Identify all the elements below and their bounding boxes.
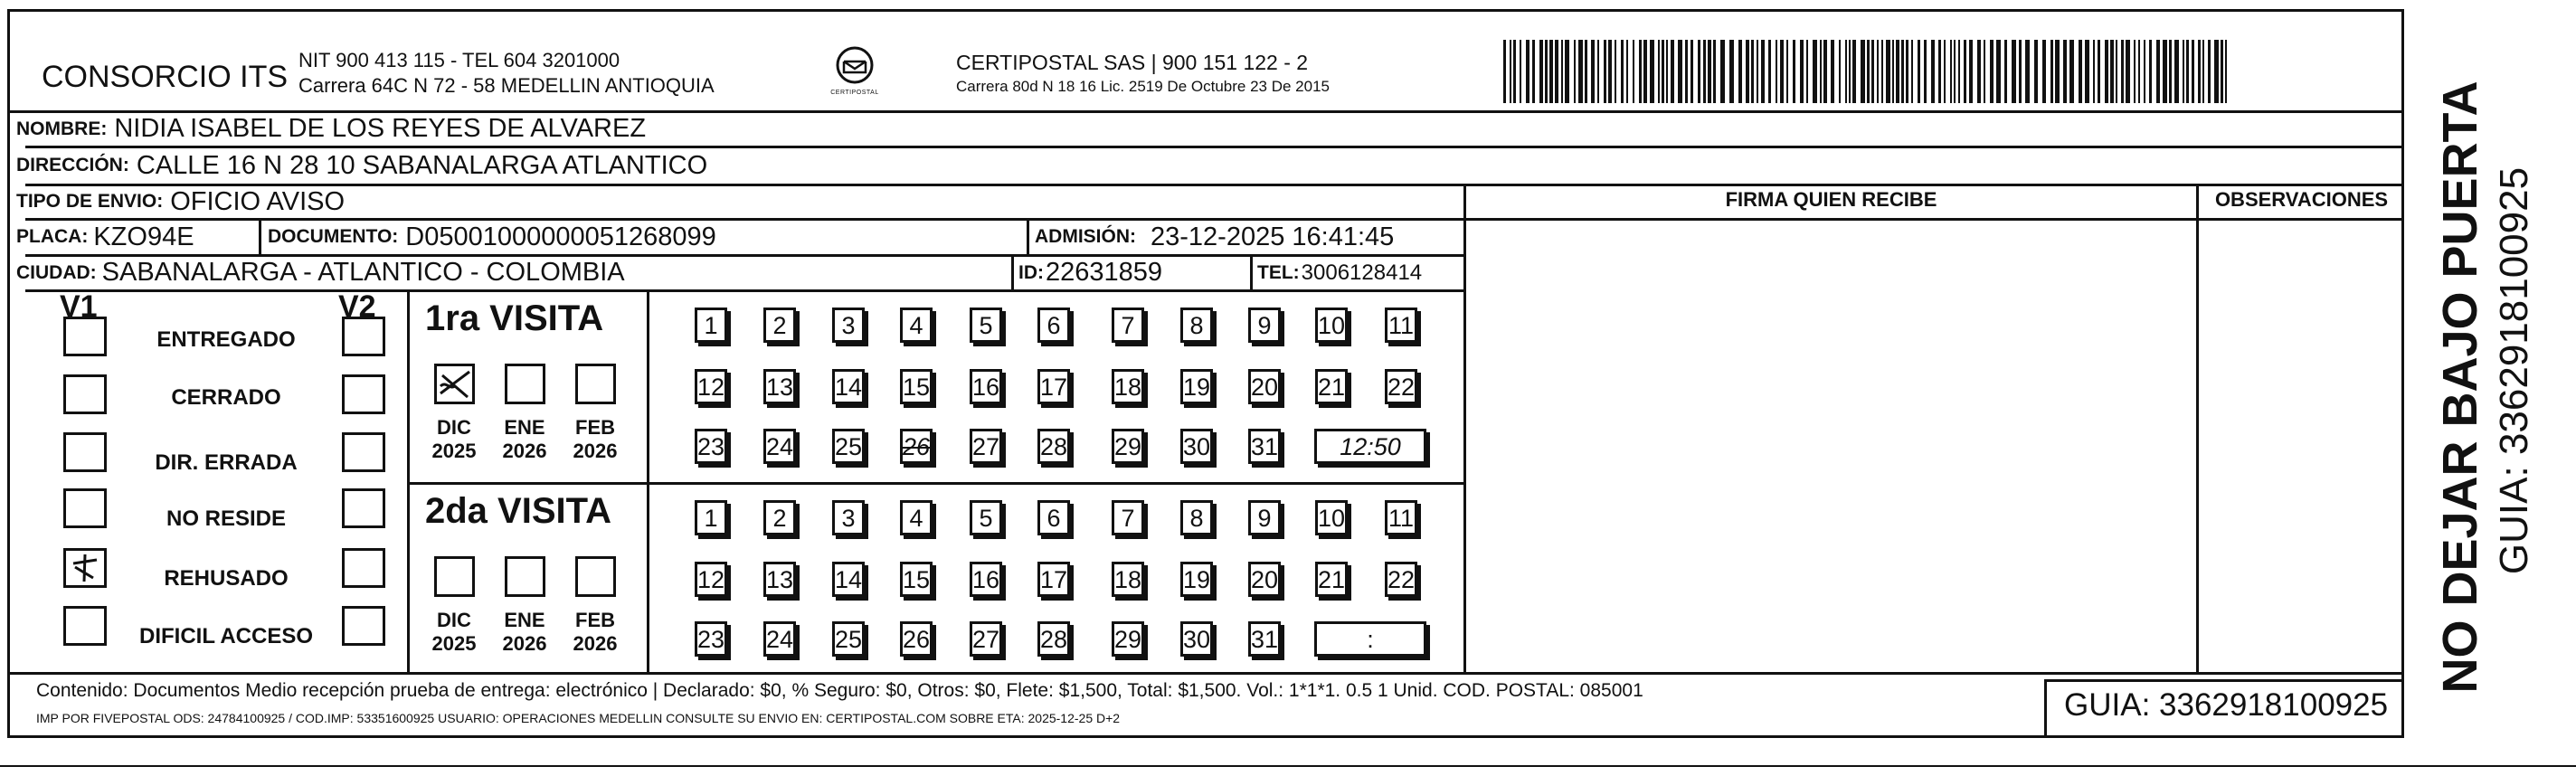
barcode-bar bbox=[2169, 40, 2172, 103]
barcode-bar bbox=[1713, 40, 1716, 103]
v1-checkbox[interactable] bbox=[63, 374, 107, 414]
barcode-bar bbox=[1806, 40, 1808, 103]
admision-value: 23-12-2025 16:41:45 bbox=[1151, 222, 1395, 251]
id-cell bbox=[1018, 256, 1162, 289]
company-address: Carrera 64C N 72 - 58 MEDELLIN ANTIOQUIA bbox=[298, 74, 715, 97]
month-year: 2026 bbox=[502, 632, 547, 655]
barcode-bar bbox=[2098, 40, 2100, 103]
placa-row bbox=[16, 220, 194, 254]
day-box[interactable]: 1 bbox=[695, 500, 727, 535]
day-box[interactable]: 12 bbox=[695, 369, 727, 404]
day-box[interactable]: 13 bbox=[763, 369, 796, 404]
barcode-bar bbox=[2221, 40, 2223, 103]
month-name: FEB bbox=[575, 416, 615, 439]
barcode-bar bbox=[1977, 40, 1981, 103]
barcode-bar bbox=[1604, 40, 1606, 103]
barcode-bar bbox=[2034, 40, 2038, 103]
barcode-bar bbox=[2004, 40, 2007, 103]
barcode-bar bbox=[1881, 40, 1883, 103]
ciudad-label: CIUDAD: bbox=[16, 261, 97, 283]
tel-label: TEL: bbox=[1257, 261, 1300, 283]
barcode-bar bbox=[1823, 40, 1827, 103]
status-label: ENTREGADO bbox=[156, 327, 296, 352]
firma-header: FIRMA QUIEN RECIBE bbox=[1725, 188, 1937, 211]
v1-label: V1 bbox=[60, 289, 98, 324]
day-box[interactable]: 3 bbox=[832, 308, 865, 343]
barcode-bar bbox=[1703, 40, 1706, 103]
cell-divider bbox=[259, 220, 261, 254]
courier-license: Carrera 80d N 18 16 Lic. 2519 De Octubre 23 De 2015 bbox=[956, 78, 1330, 95]
day-box[interactable]: 17 bbox=[1037, 562, 1070, 597]
month-name: FEB bbox=[575, 609, 615, 631]
day-box[interactable]: 15 bbox=[900, 369, 933, 404]
v1-checkbox[interactable] bbox=[63, 606, 107, 646]
barcode-bar bbox=[1886, 40, 1890, 103]
day-box[interactable]: 29 bbox=[1112, 621, 1144, 657]
barcode-bar bbox=[1780, 40, 1784, 103]
barcode-bar bbox=[2198, 40, 2201, 103]
courier-name: CERTIPOSTAL SAS | 900 151 122 - 2 bbox=[956, 51, 1309, 74]
barcode-bar bbox=[1751, 40, 1754, 103]
day-box[interactable]: 17 bbox=[1037, 369, 1070, 404]
day-box[interactable]: 4 bbox=[900, 500, 933, 535]
month-label bbox=[568, 416, 622, 463]
barcode-bar bbox=[1520, 40, 1521, 103]
placa-value: KZO94E bbox=[93, 222, 194, 251]
day-box[interactable]: 27 bbox=[970, 621, 1002, 657]
nombre-value: NIDIA ISABEL DE LOS REYES DE ALVAREZ bbox=[114, 114, 647, 143]
day-box[interactable]: 5 bbox=[970, 308, 1002, 343]
firma-signature-area[interactable] bbox=[1466, 221, 2196, 672]
day-box[interactable]: 13 bbox=[763, 562, 796, 597]
guia-box-value: GUIA: 3362918100925 bbox=[2064, 687, 2389, 723]
v2-checkbox[interactable] bbox=[342, 317, 385, 356]
day-box[interactable]: 31 bbox=[1248, 429, 1281, 464]
barcode-bar bbox=[1768, 40, 1771, 103]
ciudad-row bbox=[16, 256, 625, 289]
barcode-bar bbox=[1526, 40, 1530, 103]
barcode-bar bbox=[1746, 40, 1749, 103]
barcode-bar bbox=[1813, 40, 1817, 103]
barcode-bar bbox=[1555, 40, 1558, 103]
month-name: DIC bbox=[437, 416, 471, 439]
month-label bbox=[497, 609, 552, 656]
day-box[interactable]: 28 bbox=[1037, 621, 1070, 657]
day-box[interactable]: 21 bbox=[1315, 562, 1348, 597]
barcode-bar bbox=[1597, 40, 1599, 103]
tel-value: 3006128414 bbox=[1301, 260, 1423, 285]
day-box[interactable]: 14 bbox=[832, 562, 865, 597]
barcode-bar bbox=[2214, 40, 2219, 103]
barcode-bar bbox=[2079, 40, 2082, 103]
barcode-bar bbox=[1574, 40, 1576, 103]
v1-checkbox[interactable] bbox=[63, 488, 107, 528]
status-label: REHUSADO bbox=[164, 566, 289, 591]
barcode-bar bbox=[1901, 40, 1904, 103]
direccion-row bbox=[16, 147, 707, 184]
barcode-bar bbox=[1954, 40, 1956, 103]
barcode-bar bbox=[2116, 40, 2117, 103]
day-box[interactable]: 30 bbox=[1180, 621, 1213, 657]
id-value: 22631859 bbox=[1046, 258, 1163, 287]
day-box[interactable]: 22 bbox=[1385, 562, 1417, 597]
barcode-bar bbox=[1924, 40, 1927, 103]
barcode-bar bbox=[1757, 40, 1758, 103]
day-box[interactable]: 29 bbox=[1112, 429, 1144, 464]
barcode-bar bbox=[2183, 40, 2184, 103]
barcode-bar bbox=[1621, 40, 1624, 103]
day-box[interactable]: 23 bbox=[695, 429, 727, 464]
barcode-bar bbox=[1938, 40, 1941, 103]
cell-divider bbox=[1250, 256, 1253, 289]
barcode-bar bbox=[2012, 40, 2016, 103]
v2-label: V2 bbox=[338, 289, 376, 324]
month-year: 2025 bbox=[431, 632, 477, 655]
barcode-bar bbox=[2063, 40, 2067, 103]
barcode-bar bbox=[1969, 40, 1973, 103]
day-box[interactable]: 20 bbox=[1248, 369, 1281, 404]
month-checkbox[interactable] bbox=[434, 556, 475, 597]
section-divider bbox=[647, 289, 649, 672]
month-checkbox[interactable] bbox=[505, 556, 545, 597]
day-box[interactable]: 4 bbox=[900, 308, 933, 343]
observaciones-header: OBSERVACIONES bbox=[2214, 188, 2389, 211]
visit-title: 1ra VISITA bbox=[425, 298, 604, 338]
barcode-bar bbox=[1849, 40, 1851, 103]
v1-checkbox[interactable] bbox=[63, 548, 107, 588]
cell-divider bbox=[1027, 220, 1029, 254]
barcode-bar bbox=[1565, 40, 1569, 103]
barcode-bar bbox=[1585, 40, 1587, 103]
bottom-cut-line bbox=[0, 765, 2576, 767]
id-label: ID: bbox=[1018, 261, 1044, 283]
barcode-bar bbox=[2163, 40, 2167, 103]
status-label: CERRADO bbox=[171, 385, 281, 410]
footer-line bbox=[7, 672, 2404, 675]
day-box[interactable]: 6 bbox=[1037, 500, 1070, 535]
barcode-bar bbox=[1964, 40, 1966, 103]
day-box[interactable]: 12 bbox=[695, 562, 727, 597]
barcode-bar bbox=[1591, 40, 1595, 103]
v2-checkbox[interactable] bbox=[342, 488, 385, 528]
month-checkbox[interactable] bbox=[505, 364, 545, 404]
day-box[interactable]: 3 bbox=[832, 500, 865, 535]
barcode-bar bbox=[1761, 40, 1765, 103]
day-box[interactable]: 5 bbox=[970, 500, 1002, 535]
barcode-bar bbox=[1658, 40, 1660, 103]
no-dejar-bajo-puerta: NO DEJAR BAJO PUERTA bbox=[2433, 80, 2487, 694]
barcode-bar bbox=[2138, 40, 2140, 103]
month-year: 2026 bbox=[502, 440, 547, 462]
barcode-bar bbox=[2121, 40, 2124, 103]
barcode-bar bbox=[1892, 40, 1894, 103]
barcode-bar bbox=[1685, 40, 1688, 103]
v2-checkbox[interactable] bbox=[342, 432, 385, 472]
month-name: DIC bbox=[437, 609, 471, 631]
month-label bbox=[568, 609, 622, 656]
certipostal-logo bbox=[830, 45, 879, 99]
barcode-bar bbox=[1931, 40, 1935, 103]
day-box[interactable]: 7 bbox=[1112, 308, 1144, 343]
row-line bbox=[25, 289, 1463, 292]
barcode-bar bbox=[2019, 40, 2022, 103]
barcode-bar bbox=[1852, 40, 1856, 103]
day-box[interactable]: 16 bbox=[970, 562, 1002, 597]
barcode-bar bbox=[1650, 40, 1654, 103]
barcode-bar bbox=[2192, 40, 2194, 103]
barcode-bar bbox=[1793, 40, 1795, 103]
barcode-bar bbox=[1839, 40, 1841, 103]
cell-divider bbox=[1011, 256, 1014, 289]
barcode-bar bbox=[1911, 40, 1913, 103]
barcode-bar bbox=[1532, 40, 1535, 103]
barcode-bar bbox=[1503, 40, 1506, 103]
logo-caption: CERTIPOSTAL bbox=[830, 90, 879, 96]
status-label: DIFICIL ACCESO bbox=[138, 624, 313, 648]
barcode-bar bbox=[1786, 40, 1788, 103]
barcode-bar bbox=[2050, 40, 2053, 103]
nombre-row bbox=[16, 112, 646, 146]
v2-checkbox[interactable] bbox=[342, 548, 385, 588]
tipo-envio-value: OFICIO AVISO bbox=[170, 186, 346, 216]
contenido-text: Contenido: Documentos Medio recepción prueba de entrega: electrónico | Declarado: $0, % Seguro: $0, Otros: $0, Flete: $1,500, Total: $1,500. Vol.: 1*1*1. 0.5 1 Unid. COD. POSTAL: 085001 bbox=[36, 680, 1643, 701]
barcode-bar bbox=[1639, 40, 1642, 103]
company-nit: NIT 900 413 115 - TEL 604 3201000 bbox=[298, 49, 620, 71]
barcode-bar bbox=[1678, 40, 1682, 103]
day-box[interactable]: 26 bbox=[900, 621, 933, 657]
barcode-bar bbox=[2093, 40, 2095, 103]
v2-checkbox[interactable] bbox=[342, 374, 385, 414]
day-box[interactable]: 14 bbox=[832, 369, 865, 404]
month-label bbox=[427, 609, 481, 656]
day-box[interactable]: 25 bbox=[832, 429, 865, 464]
day-box[interactable]: 1 bbox=[695, 308, 727, 343]
visit-time-box[interactable]: 12:50 bbox=[1314, 429, 1426, 464]
barcode-bar bbox=[2042, 40, 2046, 103]
month-checkbox[interactable] bbox=[575, 556, 616, 597]
barcode-bar bbox=[1896, 40, 1899, 103]
day-box[interactable]: 6 bbox=[1037, 308, 1070, 343]
section-divider bbox=[407, 289, 410, 672]
barcode-bar bbox=[1984, 40, 1985, 103]
day-box[interactable]: 10 bbox=[1315, 308, 1348, 343]
day-box[interactable]: 24 bbox=[763, 429, 796, 464]
side-guia-number: GUIA: 3362918100925 bbox=[2492, 166, 2536, 575]
company-name: CONSORCIO ITS bbox=[42, 60, 289, 94]
barcode-bar bbox=[1867, 40, 1870, 103]
nombre-label: NOMBRE: bbox=[16, 118, 108, 139]
tipo-envio-label: TIPO DE ENVIO: bbox=[16, 191, 164, 212]
visit-title: 2da VISITA bbox=[425, 491, 611, 531]
day-box[interactable]: 21 bbox=[1315, 369, 1348, 404]
barcode-bar bbox=[2025, 40, 2030, 103]
month-label bbox=[497, 416, 552, 463]
barcode-bar bbox=[1561, 40, 1563, 103]
barcode-bar bbox=[1643, 40, 1647, 103]
day-box[interactable]: 9 bbox=[1248, 308, 1281, 343]
day-box[interactable]: 19 bbox=[1180, 369, 1213, 404]
v1-checkbox[interactable] bbox=[63, 317, 107, 356]
day-box[interactable]: 11 bbox=[1385, 308, 1417, 343]
day-box[interactable]: 24 bbox=[763, 621, 796, 657]
day-box[interactable]: 15 bbox=[900, 562, 933, 597]
barcode-bar bbox=[2085, 40, 2089, 103]
barcode-bar bbox=[1861, 40, 1865, 103]
day-box[interactable]: 11 bbox=[1385, 500, 1417, 535]
barcode-bar bbox=[2208, 40, 2211, 103]
day-box[interactable]: 22 bbox=[1385, 369, 1417, 404]
barcode-bar bbox=[2149, 40, 2152, 103]
barcode-bar bbox=[1906, 40, 1908, 103]
day-box[interactable]: 23 bbox=[695, 621, 727, 657]
barcode-bar bbox=[1720, 40, 1725, 103]
day-box[interactable]: 9 bbox=[1248, 500, 1281, 535]
documento-cell bbox=[268, 220, 716, 254]
documento-label: DOCUMENTO: bbox=[268, 226, 399, 247]
v2-checkbox[interactable] bbox=[342, 606, 385, 646]
barcode-bar bbox=[1820, 40, 1822, 103]
barcode-bar bbox=[1738, 40, 1742, 103]
barcode-bar bbox=[1729, 40, 1734, 103]
barcode-bar bbox=[1776, 40, 1777, 103]
day-box[interactable]: 27 bbox=[970, 429, 1002, 464]
barcode-bar bbox=[1845, 40, 1847, 103]
barcode-bar bbox=[1510, 40, 1511, 103]
barcode-bar bbox=[1877, 40, 1879, 103]
visit-time-box[interactable]: : bbox=[1314, 621, 1426, 657]
barcode-bar bbox=[2126, 40, 2130, 103]
barcode-bar bbox=[2055, 40, 2060, 103]
barcode-bar bbox=[1698, 40, 1700, 103]
barcode-bar bbox=[1662, 40, 1664, 103]
barcode-bar bbox=[1996, 40, 2001, 103]
direccion-label: DIRECCIÓN: bbox=[16, 155, 129, 175]
documento-value: D05001000000051268099 bbox=[405, 222, 716, 251]
month-year: 2025 bbox=[431, 440, 477, 462]
barcode-bar bbox=[1690, 40, 1693, 103]
tipo-envio-row bbox=[16, 185, 345, 218]
barcode-bar bbox=[2156, 40, 2160, 103]
barcode-bar bbox=[1708, 40, 1711, 103]
day-box[interactable]: 19 bbox=[1180, 562, 1213, 597]
placa-label: PLACA: bbox=[16, 226, 89, 247]
day-box[interactable]: 7 bbox=[1112, 500, 1144, 535]
day-box[interactable]: 18 bbox=[1112, 369, 1144, 404]
barcode-bar bbox=[2110, 40, 2114, 103]
barcode-bar bbox=[1608, 40, 1612, 103]
barcode-bar bbox=[1918, 40, 1920, 103]
barcode-bar bbox=[1950, 40, 1952, 103]
barcode-bar bbox=[1513, 40, 1516, 103]
barcode-bar bbox=[1944, 40, 1946, 103]
imp-text: IMP POR FIVEPOSTAL ODS: 24784100925 / COD.IMP: 53351600925 USUARIO: OPERACIONES MEDELLIN CONSULTE SU ENVIO EN: CERTIPOSTAL.COM SOBRE ETA: 2025-12-25 D+2 bbox=[36, 711, 1121, 725]
day-box[interactable]: 2 bbox=[763, 500, 796, 535]
barcode-bar bbox=[2225, 40, 2227, 103]
barcode-bar bbox=[1549, 40, 1553, 103]
barcode-bar bbox=[1633, 40, 1634, 103]
day-box[interactable]: 30 bbox=[1180, 429, 1213, 464]
barcode-bar bbox=[1800, 40, 1804, 103]
barcode-bar bbox=[2144, 40, 2145, 103]
barcode-bar bbox=[2202, 40, 2204, 103]
visit-divider bbox=[407, 482, 1463, 485]
barcode-bar bbox=[1615, 40, 1616, 103]
barcode-bar bbox=[1539, 40, 1543, 103]
month-checkbox[interactable] bbox=[575, 364, 616, 404]
month-checkbox[interactable] bbox=[434, 364, 475, 404]
day-box[interactable]: 25 bbox=[832, 621, 865, 657]
barcode-bar bbox=[1958, 40, 1960, 103]
barcode-bar bbox=[1666, 40, 1668, 103]
status-label: DIR. ERRADA bbox=[155, 450, 298, 475]
admision-label: ADMISIÓN: bbox=[1035, 226, 1136, 247]
barcode-bar bbox=[1545, 40, 1548, 103]
barcode bbox=[1503, 40, 2227, 103]
day-box[interactable]: 28 bbox=[1037, 429, 1070, 464]
barcode-bar bbox=[1578, 40, 1583, 103]
v1-checkbox[interactable] bbox=[63, 432, 107, 472]
day-box[interactable]: 31 bbox=[1248, 621, 1281, 657]
day-box[interactable]: 8 bbox=[1180, 308, 1213, 343]
barcode-bar bbox=[1626, 40, 1628, 103]
ciudad-value: SABANALARGA - ATLANTICO - COLOMBIA bbox=[101, 258, 625, 287]
month-year: 2026 bbox=[573, 440, 618, 462]
barcode-bar bbox=[1871, 40, 1874, 103]
day-box[interactable]: 18 bbox=[1112, 562, 1144, 597]
barcode-bar bbox=[2134, 40, 2136, 103]
day-box[interactable]: 26 bbox=[900, 429, 933, 464]
barcode-bar bbox=[1671, 40, 1674, 103]
month-label bbox=[427, 416, 481, 463]
tel-cell bbox=[1257, 256, 1422, 289]
barcode-bar bbox=[2105, 40, 2108, 103]
row-line bbox=[25, 184, 2404, 186]
day-box[interactable]: 2 bbox=[763, 308, 796, 343]
month-year: 2026 bbox=[573, 632, 618, 655]
observaciones-area[interactable] bbox=[2199, 221, 2404, 672]
barcode-bar bbox=[2174, 40, 2179, 103]
month-name: ENE bbox=[504, 609, 545, 631]
status-label: NO RESIDE bbox=[166, 506, 287, 531]
day-box[interactable]: 20 bbox=[1248, 562, 1281, 597]
day-box[interactable]: 16 bbox=[970, 369, 1002, 404]
day-box[interactable]: 8 bbox=[1180, 500, 1213, 535]
barcode-bar bbox=[2186, 40, 2189, 103]
day-box[interactable]: 10 bbox=[1315, 500, 1348, 535]
barcode-bar bbox=[1990, 40, 1994, 103]
barcode-bar bbox=[2069, 40, 2074, 103]
direccion-value: CALLE 16 N 28 10 SABANALARGA ATLANTICO bbox=[136, 150, 708, 180]
month-name: ENE bbox=[504, 416, 545, 439]
admision-cell bbox=[1035, 220, 1394, 254]
barcode-bar bbox=[1831, 40, 1834, 103]
